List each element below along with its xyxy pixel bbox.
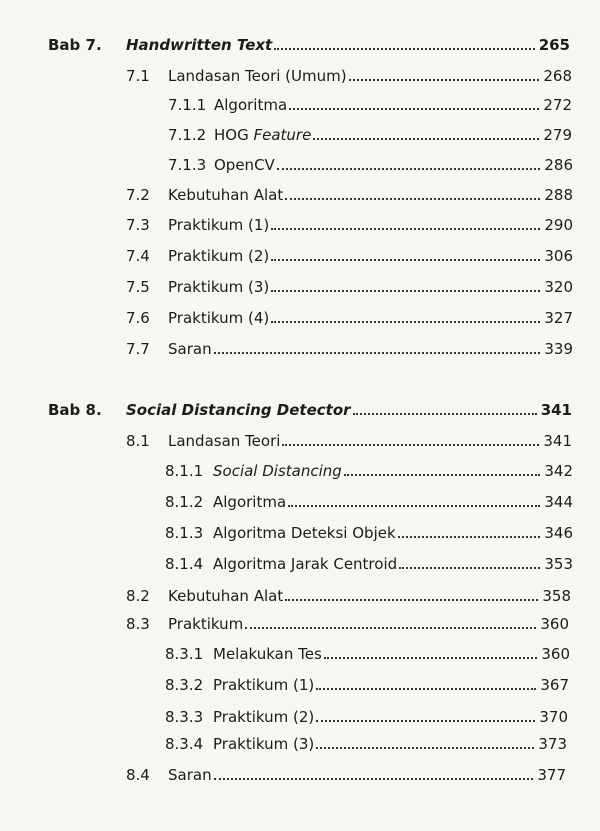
dot-leader <box>349 79 540 81</box>
page-number: 306 <box>544 247 573 265</box>
toc-entry-8-1-4[interactable] <box>165 549 573 573</box>
dot-leader <box>288 505 540 507</box>
toc-entry-8-4[interactable] <box>126 760 566 784</box>
toc-entry-7-1-2[interactable] <box>168 120 572 144</box>
section-title: Praktikum (2) <box>213 708 315 726</box>
dot-leader <box>344 474 541 476</box>
section-title-italic: Feature <box>253 126 312 144</box>
page-number: 360 <box>541 645 570 663</box>
toc-entry-7-7[interactable] <box>126 334 573 358</box>
toc-entry-7-1-1[interactable] <box>168 90 572 114</box>
section-number: 7.7 <box>126 340 150 358</box>
section-title: Praktikum <box>168 615 244 633</box>
dot-leader <box>282 444 539 446</box>
section-number: 8.1.3 <box>165 524 204 542</box>
chapter-8-heading[interactable] <box>48 395 572 419</box>
toc-entry-8-3-3[interactable] <box>165 702 568 726</box>
section-title: Saran <box>168 766 212 784</box>
page-number: 353 <box>544 555 573 573</box>
section-title: Melakukan Tes <box>213 645 322 663</box>
dot-leader <box>245 627 536 629</box>
section-number: 8.1 <box>126 432 150 450</box>
page-number: 268 <box>543 67 572 85</box>
page-number: 370 <box>539 708 568 726</box>
dot-leader <box>324 657 538 659</box>
chapter-title: Social Distancing Detector <box>126 401 351 419</box>
section-number: 8.3 <box>126 615 150 633</box>
page-number: 265 <box>538 36 570 54</box>
section-title: Algoritma <box>213 493 287 511</box>
section-number: 7.1.3 <box>168 156 207 174</box>
toc-entry-8-3-4[interactable] <box>165 729 567 753</box>
page-number: 373 <box>538 735 567 753</box>
page-number: 342 <box>544 462 573 480</box>
section-number: 7.3 <box>126 216 150 234</box>
section-title: Praktikum (3) <box>168 278 270 296</box>
section-number: 8.4 <box>126 766 150 784</box>
section-number: 8.3.4 <box>165 735 204 753</box>
section-number: 7.6 <box>126 309 150 327</box>
page-number: 339 <box>544 340 573 358</box>
section-number: 7.1.1 <box>168 96 207 114</box>
section-title: Kebutuhan Alat <box>168 186 284 204</box>
section-title: Social Distancing <box>213 462 342 480</box>
section-title: Praktikum (1) <box>168 216 270 234</box>
toc-entry-8-1-2[interactable] <box>165 487 573 511</box>
dot-leader <box>289 108 539 110</box>
toc-entry-7-4[interactable] <box>126 241 573 265</box>
section-number: 8.3.2 <box>165 676 204 694</box>
page-number: 341 <box>540 401 572 419</box>
toc-entry-8-1-3[interactable] <box>165 518 573 542</box>
section-title: Landasan Teori <box>168 432 281 450</box>
dot-leader <box>271 321 540 323</box>
toc-entry-7-2[interactable] <box>126 180 573 204</box>
page-number: 344 <box>544 493 573 511</box>
section-number: 8.3.1 <box>165 645 204 663</box>
section-title: Kebutuhan Alat <box>168 587 284 605</box>
section-number: 7.1.2 <box>168 126 207 144</box>
section-title: Algoritma Deteksi Objek <box>213 524 396 542</box>
chapter-label: Bab 8. <box>48 401 102 419</box>
dot-leader <box>271 228 540 230</box>
page-number: 360 <box>540 615 569 633</box>
toc-entry-8-3-1[interactable] <box>165 639 570 663</box>
page-number: 286 <box>544 156 573 174</box>
toc-entry-8-1-1[interactable] <box>165 456 573 480</box>
toc-entry-8-1[interactable] <box>126 426 572 450</box>
toc-entry-7-1[interactable] <box>126 61 572 85</box>
section-number: 8.1.1 <box>165 462 204 480</box>
section-title: OpenCV <box>214 156 275 174</box>
chapter-7-heading[interactable] <box>48 30 570 54</box>
section-title: Algoritma <box>214 96 288 114</box>
dot-leader <box>271 259 540 261</box>
section-number: 7.2 <box>126 186 150 204</box>
dot-leader <box>285 198 540 200</box>
section-number: 7.5 <box>126 278 150 296</box>
page-number: 327 <box>544 309 573 327</box>
page-number: 272 <box>543 96 572 114</box>
dot-leader <box>277 168 541 170</box>
section-title <box>214 126 311 144</box>
dot-leader <box>274 48 534 50</box>
page-number: 290 <box>544 216 573 234</box>
dot-leader <box>214 778 534 780</box>
page-number: 288 <box>544 186 573 204</box>
section-title: Praktikum (4) <box>168 309 270 327</box>
section-title: Praktikum (3) <box>213 735 315 753</box>
dot-leader <box>316 747 534 749</box>
toc-entry-8-2[interactable] <box>126 581 571 605</box>
dot-leader <box>271 290 540 292</box>
toc-entry-7-1-3[interactable] <box>168 150 573 174</box>
dot-leader <box>285 599 538 601</box>
toc-entry-7-6[interactable] <box>126 303 573 327</box>
section-title-plain: HOG <box>214 126 254 144</box>
dot-leader <box>316 688 536 690</box>
chapter-title: Handwritten Text <box>126 36 273 54</box>
section-number: 7.4 <box>126 247 150 265</box>
section-number: 8.2 <box>126 587 150 605</box>
section-title: Praktikum (1) <box>213 676 315 694</box>
page-number: 377 <box>537 766 566 784</box>
toc-entry-8-3-2[interactable] <box>165 670 569 694</box>
toc-entry-8-3[interactable] <box>126 609 569 633</box>
section-number: 8.1.2 <box>165 493 204 511</box>
toc-entry-7-5[interactable] <box>126 272 573 296</box>
section-number: 8.1.4 <box>165 555 204 573</box>
page-number: 346 <box>544 524 573 542</box>
dot-leader <box>353 413 537 415</box>
section-title: Saran <box>168 340 212 358</box>
dot-leader <box>399 567 540 569</box>
dot-leader <box>398 536 541 538</box>
page-number: 279 <box>543 126 572 144</box>
dot-leader <box>316 720 535 722</box>
toc-entry-7-3[interactable] <box>126 210 573 234</box>
section-number: 7.1 <box>126 67 150 85</box>
page-number: 358 <box>542 587 571 605</box>
chapter-label: Bab 7. <box>48 36 102 54</box>
section-title: Algoritma Jarak Centroid <box>213 555 398 573</box>
page-number: 341 <box>543 432 572 450</box>
page-number: 367 <box>540 676 569 694</box>
section-title: Landasan Teori (Umum) <box>168 67 347 85</box>
dot-leader <box>214 352 541 354</box>
dot-leader <box>313 138 539 140</box>
page-number: 320 <box>544 278 573 296</box>
section-title: Praktikum (2) <box>168 247 270 265</box>
section-number: 8.3.3 <box>165 708 204 726</box>
